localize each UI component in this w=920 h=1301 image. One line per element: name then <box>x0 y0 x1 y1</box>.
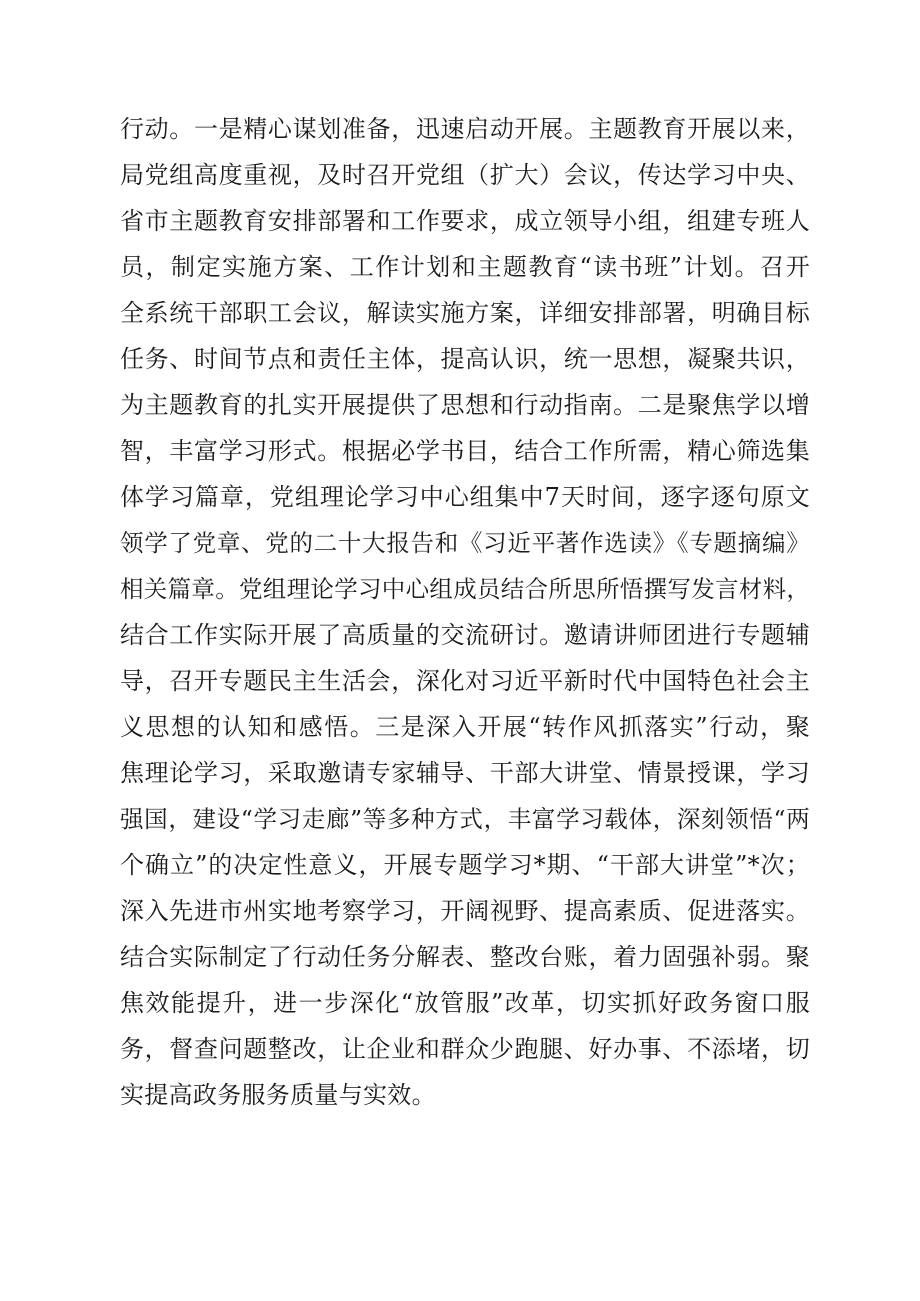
text-line: 焦理论学习，采取邀请专家辅导、干部大讲堂、情景授课，学习 <box>120 759 810 787</box>
text-line: 全系统干部职工会议，解读实施方案，详细安排部署，明确目标 <box>120 299 810 327</box>
text-line: 结合实际制定了行动任务分解表、整改台账，着力固强补弱。聚 <box>120 943 810 971</box>
text-line: 焦效能提升，进一步深化“放管服”改革，切实抓好政务窗口服 <box>120 989 810 1017</box>
text-line: 局党组高度重视，及时召开党组（扩大）会议，传达学习中央、 <box>120 161 810 189</box>
text-line: 务，督查问题整改，让企业和群众少跑腿、好办事、不添堵，切 <box>120 1035 810 1063</box>
text-line: 领学了党章、党的二十大报告和《习近平著作选读》《专题摘编》 <box>120 529 810 557</box>
text-line: 义思想的认知和感悟。三是深入开展“转作风抓落实”行动，聚 <box>120 713 810 741</box>
text-line: 深入先进市州实地考察学习，开阔视野、提高素质、促进落实。 <box>120 897 810 925</box>
document-body <box>120 106 810 1118</box>
text-line: 体学习篇章，党组理论学习中心组集中7天时间，逐字逐句原文 <box>120 483 810 511</box>
text-line: 省市主题教育安排部署和工作要求，成立领导小组，组建专班人 <box>120 207 810 235</box>
text-line: 智，丰富学习形式。根据必学书目，结合工作所需，精心筛选集 <box>120 437 810 465</box>
text-line-last: 实提高政务服务质量与实效。 <box>120 1081 436 1109</box>
text-line: 强国，建设“学习走廊”等多种方式，丰富学习载体，深刻领悟“两 <box>120 805 810 833</box>
text-line: 任务、时间节点和责任主体，提高认识，统一思想，凝聚共识， <box>120 345 810 373</box>
text-line: 相关篇章。党组理论学习中心组成员结合所思所悟撰写发言材料， <box>120 575 811 603</box>
text-line: 为主题教育的扎实开展提供了思想和行动指南。二是聚焦学以增 <box>120 391 810 419</box>
text-line: 结合工作实际开展了高质量的交流研讨。邀请讲师团进行专题辅 <box>120 621 810 649</box>
text-line: 导，召开专题民主生活会，深化对习近平新时代中国特色社会主 <box>120 667 810 695</box>
text-line: 行动。一是精心谋划准备，迅速启动开展。主题教育开展以来， <box>120 115 810 143</box>
text-line: 员，制定实施方案、工作计划和主题教育“读书班”计划。召开 <box>120 253 810 281</box>
text-line: 个确立”的决定性意义，开展专题学习*期、“干部大讲堂”*次； <box>120 851 810 879</box>
